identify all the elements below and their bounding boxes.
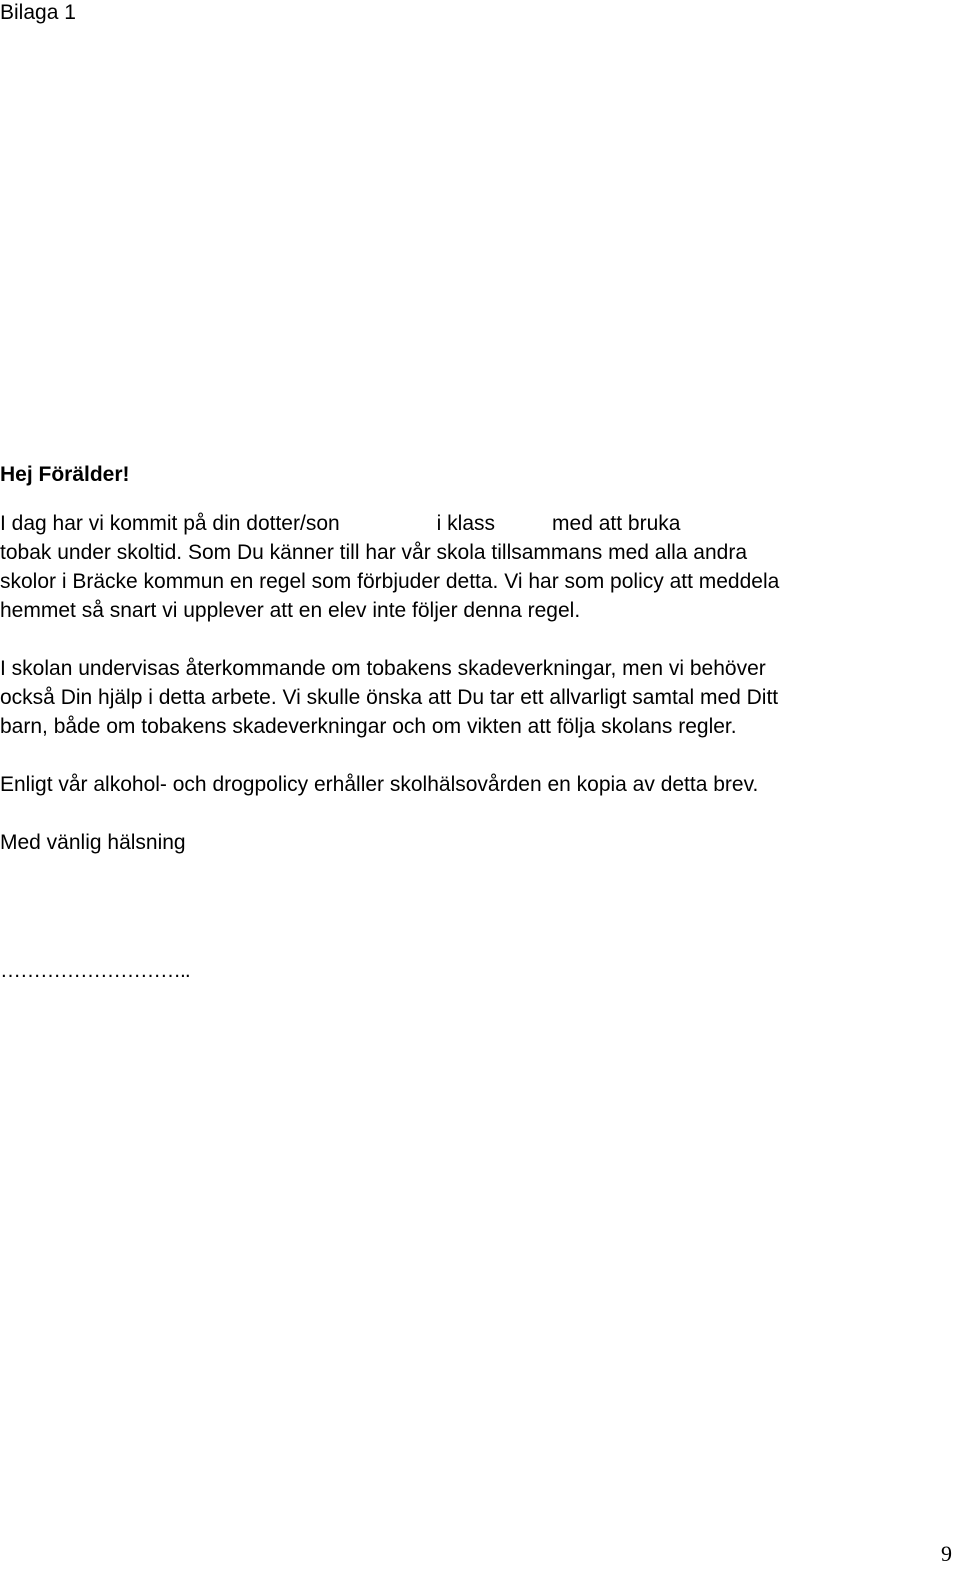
greeting: Hej Förälder! <box>0 463 130 486</box>
page-number: 9 <box>941 1541 952 1566</box>
paragraph-line: I skolan undervisas återkommande om tobakens skadeverkningar, men vi behöver <box>0 657 766 680</box>
text-fragment: i klass <box>436 512 496 535</box>
paragraph-line: tobak under skoltid. Som Du känner till har vår skola tillsammans med alla andra <box>0 541 748 564</box>
paragraph-line: också Din hjälp i detta arbete. Vi skulle önska att Du tar ett allvarligt samtal med Ditt <box>0 686 779 709</box>
appendix-label: Bilaga 1 <box>0 1 76 24</box>
paragraph-request <box>0 654 952 741</box>
paragraph-line: barn, både om tobakens skadeverkningar och om vikten att följa skolans regler. <box>0 715 737 738</box>
paragraph-line: skolor i Bräcke kommun en regel som förbjuder detta. Vi har som policy att meddela <box>0 570 780 593</box>
closing: Med vänlig hälsning <box>0 831 186 854</box>
text-fragment: med att bruka <box>552 512 681 535</box>
paragraph-line: Enligt vår alkohol- och drogpolicy erhåller skolhälsovården en kopia av detta brev. <box>0 773 759 796</box>
paragraph-notification <box>0 509 952 625</box>
paragraph-line <box>0 509 952 538</box>
text-fragment: I dag har vi kommit på din dotter/son <box>0 512 340 535</box>
signature-line: ……………………….. <box>0 959 190 982</box>
letter-body <box>0 460 952 857</box>
paragraph-line: hemmet så snart vi upplever att en elev inte följer denna regel. <box>0 599 581 622</box>
paragraph-policy <box>0 770 952 799</box>
